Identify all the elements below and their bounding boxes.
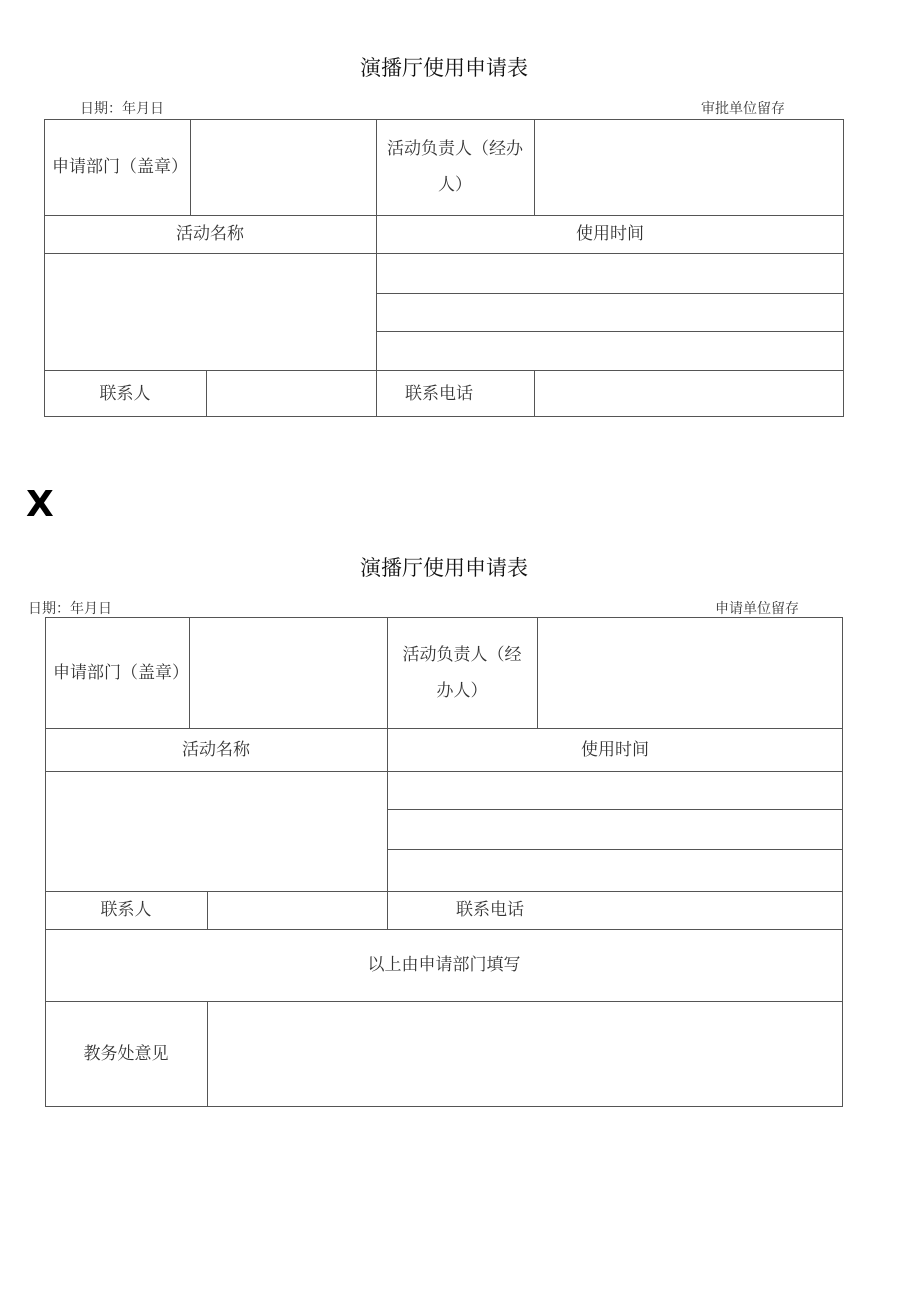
- form2-phone-field[interactable]: [593, 892, 841, 928]
- form2-leader-label: 活动负责人（经办人）: [402, 644, 522, 701]
- form1-phone-field[interactable]: [535, 371, 842, 416]
- form2-title: 演播厅使用申请表: [360, 556, 528, 580]
- cut-mark: X: [26, 484, 54, 525]
- form2-activity-name-field[interactable]: [46, 772, 386, 890]
- form1-use-time-label: 使用时间: [576, 224, 644, 244]
- form1-use-time-field-2[interactable]: [377, 294, 842, 330]
- form1-contact-label: 联系人: [99, 383, 151, 404]
- form2-use-time-field-3[interactable]: [388, 850, 841, 890]
- form1-copy-label: 审批单位留存: [701, 101, 785, 117]
- form2-fill-note: 以上由申请部门填写: [367, 955, 521, 975]
- form2-date-label: 日期：年月日: [28, 601, 112, 617]
- form2-phone-label: 联系电话: [456, 900, 524, 920]
- form2-contact-field[interactable]: [208, 892, 386, 928]
- form2-dept-field[interactable]: [190, 618, 386, 727]
- form1-dept-label: 申请部门（盖章）: [52, 157, 188, 177]
- form2-table: [45, 617, 843, 1107]
- form1-date-label: 日期：年月日: [80, 101, 164, 117]
- form1-use-time-field-1[interactable]: [377, 254, 842, 292]
- form1-activity-name-field[interactable]: [45, 254, 375, 369]
- form2-activity-name-label: 活动名称: [182, 739, 250, 760]
- form1-activity-name-label: 活动名称: [176, 224, 244, 244]
- form2-office-opinion-label: 教务处意见: [83, 1044, 169, 1064]
- form2-contact-label: 联系人: [100, 900, 152, 920]
- form2-dept-label: 申请部门（盖章）: [53, 662, 189, 683]
- form2-use-time-field-1[interactable]: [388, 772, 841, 808]
- form1-leader-label: 活动负责人（经办人）: [387, 139, 523, 195]
- form2-use-time-field-2[interactable]: [388, 810, 841, 848]
- form2-office-opinion-field[interactable]: [208, 1002, 841, 1106]
- form2-leader-field[interactable]: [538, 618, 841, 727]
- form1-use-time-field-3[interactable]: [377, 332, 842, 369]
- form1-table: [44, 119, 844, 417]
- form1-dept-field[interactable]: [191, 120, 375, 214]
- form1-phone-label: 联系电话: [405, 383, 473, 404]
- form1-leader-field[interactable]: [535, 120, 842, 214]
- form2-use-time-label: 使用时间: [581, 739, 649, 760]
- form1-contact-field[interactable]: [207, 371, 375, 416]
- form2-copy-label: 申请单位留存: [715, 601, 799, 617]
- form1-title: 演播厅使用申请表: [360, 56, 528, 80]
